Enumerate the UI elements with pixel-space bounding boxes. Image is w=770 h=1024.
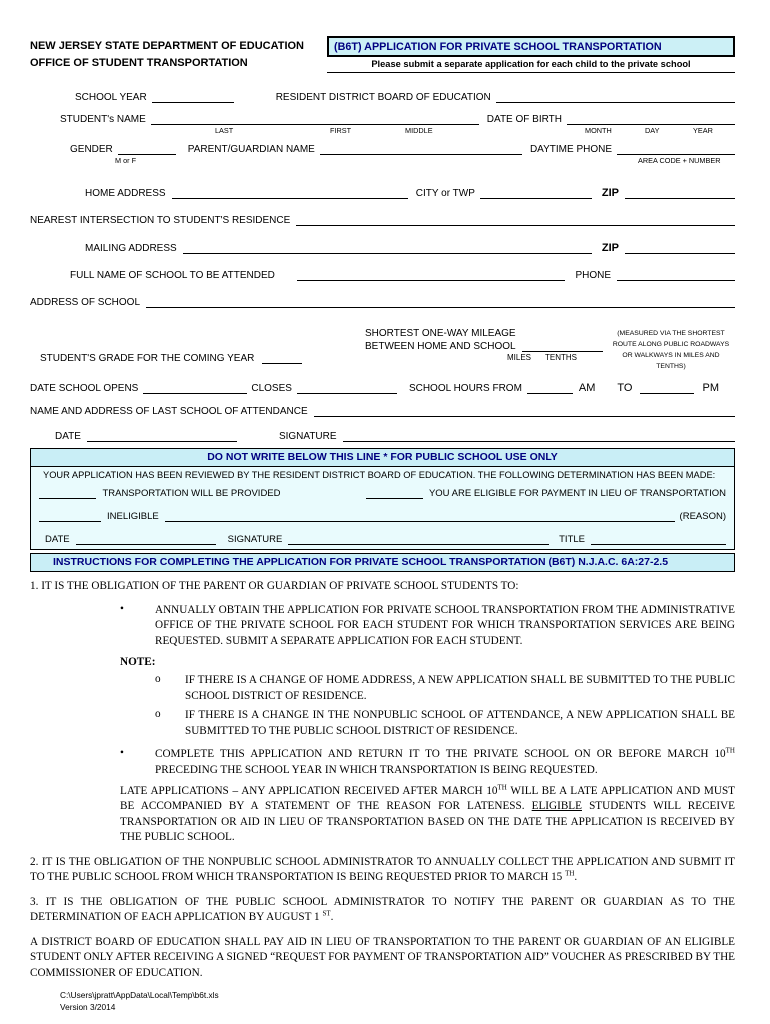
- label-official-date: DATE: [45, 533, 70, 545]
- label-mileage-line2: BETWEEN HOME AND SCHOOL: [365, 341, 516, 352]
- field-signature[interactable]: [343, 429, 735, 442]
- row-official-signature: [39, 533, 726, 545]
- subbullet-home-address-change: [155, 673, 735, 704]
- label-school-year: SCHOOL YEAR: [75, 92, 147, 103]
- footer: [60, 989, 735, 1013]
- subbullet-home-address-change-text: IF THERE IS A CHANGE OF HOME ADDRESS, A NEW APPLICATION SHALL BE SUBMITTED TO THE PUBLIC SCHOOL DISTRICT OF RESIDENCE.: [185, 674, 735, 702]
- field-city-or-twp[interactable]: [480, 186, 592, 199]
- row-school-address: [30, 295, 735, 308]
- text-part: PRECEDING THE SCHOOL YEAR IN WHICH TRANSPORTATION IS BEING REQUESTED.: [155, 763, 598, 776]
- text-part: COMPLETE THIS APPLICATION AND RETURN IT TO THE PRIVATE SCHOOL ON OR BEFORE MARCH 10: [155, 748, 726, 761]
- bullet-icon: •: [120, 747, 124, 760]
- sublabel-last: LAST: [215, 126, 234, 135]
- row-date-signature: [30, 429, 735, 442]
- sublabel-day: DAY: [645, 126, 660, 135]
- public-use-banner: DO NOT WRITE BELOW THIS LINE * FOR PUBLIC SCHOOL USE ONLY: [30, 448, 735, 467]
- field-official-date[interactable]: [76, 533, 216, 545]
- sublabel-tenths: TENTHS: [545, 353, 578, 362]
- label-school-hours-from: SCHOOL HOURS FROM: [408, 382, 522, 394]
- form-header: [30, 36, 735, 73]
- text-part: STUDENTS WILL RECEIVE TRANSPORTATION OR AID IN LIEU OF TRANSPORTATION BASED ON THE DATE THE APPLICATION IS RECEIVED BY THE PUBLIC SCHOOL.: [120, 800, 736, 844]
- bullet-annually-obtain-text: ANNUALLY OBTAIN THE APPLICATION FOR PRIVATE SCHOOL TRANSPORTATION FROM THE ADMINISTRATIVE OFFICE OF THE PRIVATE SCHOOL FOR EACH STUDENT FOR WHICH TRANSPORTATION SERVICES ARE BEING REQUESTED. SUBMIT A SEPARATE APPLICATION FOR EACH STUDENT.: [155, 603, 735, 647]
- grade-column: [30, 328, 365, 373]
- row-nearest-intersection: [30, 213, 735, 226]
- label-reason: (REASON): [679, 510, 726, 522]
- label-zip-mailing: ZIP: [601, 242, 619, 254]
- field-full-school-name[interactable]: [297, 268, 566, 281]
- field-mailing-address[interactable]: [183, 241, 592, 254]
- instruction-item-2: [30, 855, 735, 886]
- label-transportation-provided: TRANSPORTATION WILL BE PROVIDED: [102, 487, 281, 499]
- sublabel-middle: MIDDLE: [405, 126, 433, 135]
- field-hours-from[interactable]: [527, 381, 573, 394]
- field-phone[interactable]: [617, 268, 735, 281]
- miles-tenths-labels: [507, 353, 603, 362]
- field-grade[interactable]: [262, 351, 302, 364]
- sublabel-miles: MILES: [507, 353, 532, 362]
- subrow-name-dob: [30, 125, 735, 135]
- label-gender: GENDER: [70, 144, 113, 155]
- row-school-hours: [30, 381, 735, 394]
- text-part: LATE APPLICATIONS – ANY APPLICATION RECEIVED AFTER MARCH 10: [120, 785, 498, 798]
- sublabel-m-or-f: M or F: [115, 156, 137, 165]
- field-zip-mailing[interactable]: [625, 241, 735, 254]
- text-part: WILL BE A LATE APPLICATION AND MUST BE ACCOMPANIED BY A STATEMENT OF THE REASON FOR LATENESS.: [120, 785, 735, 813]
- version-label: Version 3/2014: [60, 1002, 116, 1013]
- field-resident-district[interactable]: [496, 90, 735, 103]
- row-determination: [39, 487, 726, 499]
- label-last-school: NAME AND ADDRESS OF LAST SCHOOL OF ATTENDANCE: [30, 405, 308, 417]
- label-pm: PM: [702, 381, 719, 394]
- ordinal-superscript: TH: [565, 869, 575, 878]
- label-official-title: TITLE: [559, 533, 585, 545]
- field-address-of-school[interactable]: [146, 295, 735, 308]
- field-daytime-phone[interactable]: [617, 142, 735, 155]
- field-provided-check[interactable]: [39, 487, 96, 499]
- field-zip-home[interactable]: [625, 186, 735, 199]
- row-ineligible: [39, 510, 726, 522]
- field-official-signature[interactable]: [288, 533, 549, 545]
- measured-route-note: (MEASURED VIA THE SHORTEST ROUTE ALONG PUBLIC ROADWAYS OR WALKWAYS IN MILES AND TENTHS): [612, 330, 730, 370]
- field-date-of-birth[interactable]: [567, 112, 735, 125]
- ordinal-superscript: TH: [497, 783, 507, 792]
- field-ineligible-check[interactable]: [39, 510, 101, 522]
- field-students-name[interactable]: [151, 112, 479, 125]
- aid-in-lieu-paragraph: A DISTRICT BOARD OF EDUCATION SHALL PAY AID IN LIEU OF TRANSPORTATION TO THE PARENT OR GUARDIAN OF AN ELIGIBLE STUDENT ONLY AFTER RECEIVING A SIGNED “REQUEST FOR PAYMENT OF TRANSPORTATION AID” VOUCHER AS PRESCRIBED BY THE COMMISSIONER OF EDUCATION.: [30, 935, 735, 979]
- bullet-icon: •: [120, 602, 124, 615]
- label-am: AM: [578, 381, 596, 394]
- row-school-attended: [30, 268, 735, 281]
- form-subtitle: Please submit a separate application for each child to the private school: [327, 57, 735, 73]
- label-home-address: HOME ADDRESS: [85, 188, 166, 199]
- label-date-school-opens: DATE SCHOOL OPENS: [30, 382, 139, 394]
- label-mailing-address: MAILING ADDRESS: [85, 243, 177, 254]
- row-mailing-address: [30, 241, 735, 254]
- label-students-name: STUDENT's NAME: [60, 114, 146, 125]
- sub-bullet-icon: o: [155, 708, 161, 721]
- subbullet-school-change: [155, 708, 735, 739]
- file-path: C:\Users\jpratt\AppData\Local\Temp\b6t.xls: [60, 990, 219, 1001]
- label-official-signature: SIGNATURE: [227, 533, 283, 545]
- text-part: .: [574, 871, 578, 884]
- sublabel-area-code: AREA CODE + NUMBER: [638, 156, 721, 165]
- label-phone: PHONE: [575, 270, 611, 281]
- field-gender[interactable]: [118, 142, 176, 155]
- field-payment-check[interactable]: [366, 487, 423, 499]
- field-home-address[interactable]: [172, 186, 408, 199]
- label-to: TO: [617, 381, 633, 394]
- label-date: DATE: [55, 430, 81, 442]
- sublabel-year: YEAR: [693, 126, 713, 135]
- department-name: NEW JERSEY STATE DEPARTMENT OF EDUCATION: [30, 40, 304, 52]
- label-zip-home: ZIP: [601, 187, 619, 199]
- label-daytime-phone: DAYTIME PHONE: [529, 144, 612, 155]
- mileage-column: [365, 328, 603, 373]
- late-applications-paragraph: [120, 784, 735, 846]
- label-ineligible: INELIGIBLE: [107, 510, 159, 522]
- label-parent-guardian: PARENT/GUARDIAN NAME: [187, 144, 315, 155]
- label-payment-lieu: YOU ARE ELIGIBLE FOR PAYMENT IN LIEU OF TRANSPORTATION: [428, 487, 726, 499]
- field-mileage[interactable]: [522, 339, 603, 352]
- public-use-panel: [30, 467, 735, 550]
- ordinal-superscript: ST: [322, 909, 331, 918]
- row-gender-parent: [30, 142, 735, 155]
- field-date[interactable]: [87, 429, 237, 442]
- label-address-of-school: ADDRESS OF SCHOOL: [30, 297, 141, 308]
- subrow-gender-phone: [30, 155, 735, 165]
- ordinal-superscript: TH: [725, 746, 735, 755]
- label-date-of-birth: DATE OF BIRTH: [486, 114, 562, 125]
- label-mileage-line1: SHORTEST ONE-WAY MILEAGE: [365, 328, 516, 339]
- row-student-name: [30, 112, 735, 125]
- text-part: 2. IT IS THE OBLIGATION OF THE NONPUBLIC SCHOOL ADMINISTRATOR TO ANNUALLY COLLECT THE APPLICATION AND SUBMIT IT TO THE PUBLIC SCHOOL FROM WHICH TRANSPORTATION IS BEING REQUESTED PRIOR TO MARCH 15: [30, 855, 735, 884]
- row-last-school: [30, 404, 735, 417]
- title-block: [327, 36, 735, 73]
- label-resident-district: RESIDENT DISTRICT BOARD OF EDUCATION: [275, 92, 491, 103]
- field-closes[interactable]: [297, 381, 397, 394]
- field-official-title[interactable]: [591, 533, 726, 545]
- underlined-eligible: ELIGIBLE: [531, 800, 582, 813]
- office-name: OFFICE OF STUDENT TRANSPORTATION: [30, 56, 248, 69]
- field-last-school[interactable]: [314, 404, 735, 417]
- row-home-address: [30, 186, 735, 199]
- label-signature: SIGNATURE: [278, 430, 337, 442]
- field-school-year[interactable]: [152, 90, 234, 103]
- instruction-item-1: 1. IT IS THE OBLIGATION OF THE PARENT OR GUARDIAN OF PRIVATE SCHOOL STUDENTS TO:: [30, 579, 519, 592]
- bullet-complete-return-text: [155, 747, 735, 778]
- label-full-school-name: FULL NAME OF SCHOOL TO BE ATTENDED: [70, 270, 275, 281]
- label-closes: CLOSES: [251, 382, 292, 394]
- field-opens[interactable]: [143, 381, 247, 394]
- row-school-year: [30, 90, 735, 103]
- note-label: NOTE:: [120, 656, 156, 669]
- sub-bullet-icon: o: [155, 673, 161, 686]
- subbullet-school-change-text: IF THERE IS A CHANGE IN THE NONPUBLIC SCHOOL OF ATTENDANCE, A NEW APPLICATION SHALL BE SUBMITTED TO THE PUBLIC SCHOOL DISTRICT OF RESIDENCE.: [185, 709, 735, 737]
- field-parent-guardian[interactable]: [320, 142, 522, 155]
- bullet-annually-obtain: [120, 603, 735, 649]
- form-title: (B6T) APPLICATION FOR PRIVATE SCHOOL TRANSPORTATION: [327, 36, 735, 57]
- reviewed-statement: YOUR APPLICATION HAS BEEN REVIEWED BY THE RESIDENT DISTRICT BOARD OF EDUCATION. THE FOLLOWING DETERMINATION HAS BEEN MADE:: [43, 469, 716, 480]
- field-nearest-intersection[interactable]: [296, 213, 735, 226]
- text-part: 3. IT IS THE OBLIGATION OF THE PUBLIC SCHOOL ADMINISTRATOR TO NOTIFY THE PARENT OR GUARDIAN AS TO THE DETERMINATION OF EACH APPLICATION BY AUGUST 1: [30, 895, 735, 924]
- instructions-banner: INSTRUCTIONS FOR COMPLETING THE APPLICATION FOR PRIVATE SCHOOL TRANSPORTATION (B6T) N.J.A.C. 6A:27-2.5: [30, 553, 735, 572]
- field-hours-to[interactable]: [640, 381, 694, 394]
- row-grade-mileage: [30, 328, 735, 373]
- field-reason[interactable]: [165, 510, 675, 522]
- label-nearest-intersection: NEAREST INTERSECTION TO STUDENT'S RESIDENCE: [30, 215, 291, 226]
- text-part: .: [330, 911, 334, 924]
- sublabel-month: MONTH: [585, 126, 612, 135]
- bullet-complete-return: [120, 747, 735, 778]
- label-grade-coming-year: STUDENT'S GRADE FOR THE COMING YEAR: [40, 352, 255, 364]
- sublabel-first: FIRST: [330, 126, 352, 135]
- label-city-or-twp: CITY or TWP: [415, 188, 475, 199]
- department-block: [30, 36, 304, 71]
- instruction-item-3: [30, 895, 735, 926]
